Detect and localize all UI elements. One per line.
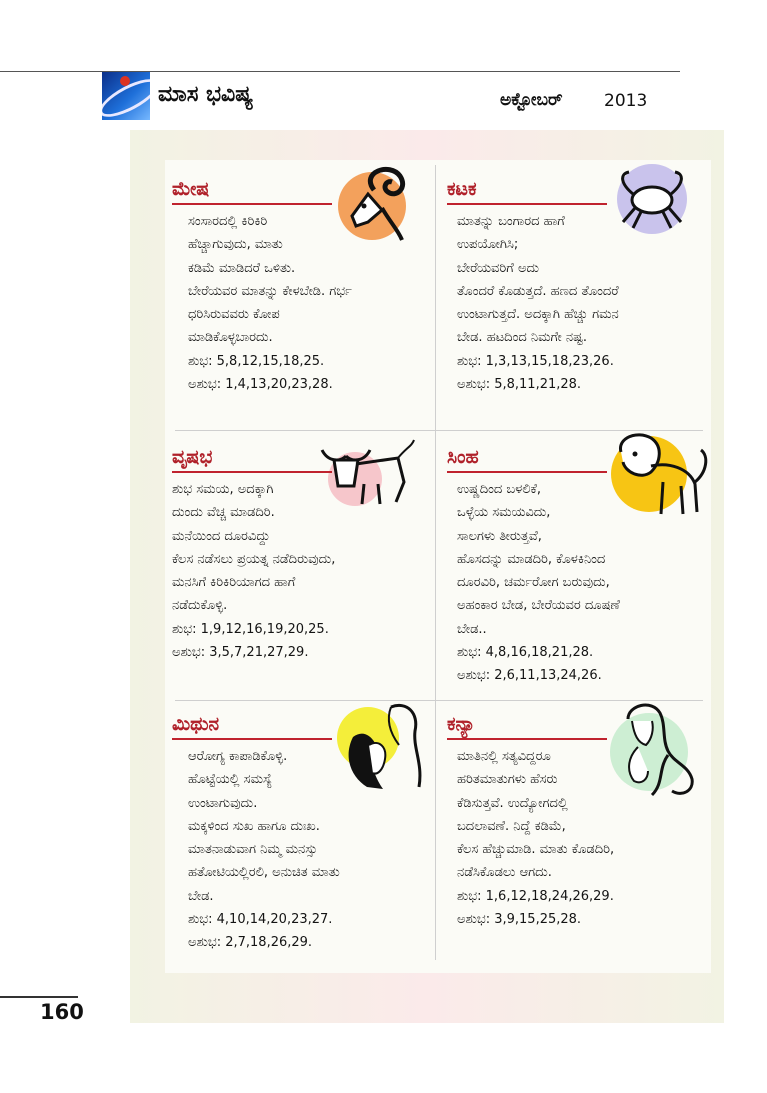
sign-text [457, 210, 619, 396]
inauspicious-days: ಅಶುಭ: 1,4,13,20,23,28. [188, 377, 333, 393]
logo-icon [102, 72, 150, 120]
bull-icon [328, 452, 382, 506]
auspicious-days: ಶುಭ: 1,9,12,16,19,20,25. [172, 621, 329, 637]
text-line: ಮಾತನ್ನು ಬಂಗಾರದ ಹಾಗೆ [457, 214, 565, 229]
sign-title: ಸಿಂಹ [447, 446, 479, 468]
sign-title: ಮೇಷ [172, 178, 210, 200]
twins-icon [337, 707, 399, 769]
page-number: 160 [40, 1000, 84, 1024]
sign-title: ಕನ್ಯಾ [447, 713, 476, 735]
text-line: ಹೊಟ್ಟೆಯಲ್ಲಿ ಸಮಸ್ಯೆ [188, 772, 273, 788]
inauspicious-days: ಅಶುಭ: 5,8,11,21,28. [457, 377, 582, 393]
inauspicious-days: ಅಶುಭ: 3,9,15,25,28. [457, 912, 582, 928]
text-line: ಸಾಲಗಳು ತೀರುತ್ತವೆ, [457, 528, 542, 544]
sign-text [188, 745, 340, 955]
logo-planet [120, 76, 130, 86]
sign-text [172, 478, 335, 664]
title-underline [447, 471, 607, 473]
text-line: ಹತೋಟಿಯಲ್ಲಿರಲಿ, ಅನುಚಿತ ಮಾತು [188, 865, 340, 881]
title-underline [172, 471, 332, 473]
text-line: ಮನಸಿಗೆ ಕಿರಿಕಿರಿಯಾಗದ ಹಾಗೆ [172, 575, 296, 591]
text-line: ಹೊಸದನ್ನು ಮಾಡದಿರಿ, ಕೊಳಕಿನಿಂದ [457, 551, 606, 567]
text-line: ಧರಿಸಿರುವವರು ಕೋಪ [188, 307, 280, 323]
maiden-icon [610, 713, 688, 791]
text-line: ನಡೆದುಕೊಳ್ಳಿ. [172, 598, 228, 614]
text-line: ಹರಿತಮಾತುಗಳು ಹೆಸರು [457, 772, 558, 788]
text-line: ತೊಂದರೆ ಕೊಡುತ್ತದೆ. ಹಣದ ತೊಂದರೆ [457, 283, 619, 299]
text-line: ದುಂದು ವೆಚ್ಚ ಮಾಡದಿರಿ. [172, 505, 275, 521]
sign-text [188, 210, 352, 396]
text-line: ಉಂಟಾಗುವುದು. [188, 795, 258, 811]
text-line: ಕೆಲಸ ಹೆಚ್ಚುಮಾಡಿ. ಮಾತು ಕೊಡದಿರಿ, [457, 842, 615, 858]
title-underline [447, 203, 607, 205]
title-underline [172, 738, 332, 740]
sign-text [457, 478, 620, 688]
issue-year: 2013 [604, 91, 648, 111]
text-line: ಅಹಂಕಾರ ಬೇಡ, ಬೇರೆಯವರ ದೂಷಣೆ [457, 598, 620, 614]
text-line: ನಡೆಸಿಕೊಡಲು ಆಗದು. [457, 865, 552, 881]
sign-block-kataka [447, 178, 709, 418]
sign-block-vrishabha [172, 446, 434, 686]
text-line: ಕಡಿಮೆ ಮಾಡಿದರೆ ಒಳಿತು. [188, 260, 296, 276]
text-line: ಮಾಡಿಕೊಳ್ಳಬಾರದು. [188, 330, 273, 346]
text-line: ಮನೆಯಿಂದ ದೂರವಿದ್ದು [172, 528, 271, 544]
sign-block-kanya [447, 713, 709, 953]
sign-title: ಕಟಕ [447, 178, 477, 200]
text-line: ಮಾತಿನಲ್ಲಿ ಸತ್ಯವಿದ್ದರೂ [457, 749, 551, 764]
crab-icon [617, 164, 687, 234]
text-line: ಬೇಡ. ಹಟದಿಂದ ನಿಮಗೇ ನಷ್ಟ. [457, 330, 588, 346]
text-line: ಕೆಡಿಸುತ್ತವೆ. ಉದ್ಯೋಗದಲ್ಲಿ [457, 795, 568, 811]
text-line: ದೂರವಿರಿ, ಚರ್ಮರೋಗ ಬರುವುದು, [457, 575, 610, 591]
issue-month: ಅಕ್ಟೋಬರ್ [500, 90, 563, 110]
text-line: ಮಕ್ಕಳಿಂದ ಸುಖ ಹಾಗೂ ದುಃಖ. [188, 818, 320, 834]
text-line: ಉಂಟಾಗುತ್ತದೆ. ಅದಕ್ಕಾಗಿ ಹೆಚ್ಚು ಗಮನ [457, 307, 619, 323]
title-underline [447, 738, 607, 740]
column-divider [435, 165, 436, 960]
page-number-rule [0, 996, 78, 998]
text-line: ಬದಲಾವಣೆ. ನಿದ್ದೆ ಕಡಿಮೆ, [457, 818, 566, 834]
text-line: ಬೇಡ. [188, 888, 214, 904]
sign-text [457, 745, 614, 931]
text-line: ಬೇರೆಯವರಿಗೆ ಅದು [457, 260, 540, 276]
text-line: ಹೆಚ್ಚಾಗುವುದು, ಮಾತು [188, 237, 283, 253]
text-line: ಕೆಲಸ ನಡೆಸಲು ಪ್ರಯತ್ನ ನಡೆದಿರುವುದು, [172, 551, 336, 567]
sign-block-mesha [172, 178, 434, 418]
sign-block-simha [447, 446, 709, 686]
text-line: ಬೇರೆಯವರ ಮಾತನ್ನು ಕೇಳಬೇಡಿ. ಗರ್ಭ [188, 283, 352, 299]
text-line: ಬೇಡ.. [457, 621, 487, 637]
section-title: ಮಾಸ ಭವಿಷ್ಯ [158, 82, 254, 107]
text-line: ಉಷ್ಣದಿಂದ ಬಳಲಿಕೆ, [457, 482, 542, 497]
lion-icon [611, 436, 687, 512]
sign-title: ವೃಷಭ [172, 446, 213, 468]
text-line: ಸಂಸಾರದಲ್ಲಿ ಕಿರಿಕಿರಿ [188, 214, 268, 229]
sign-block-mithuna [172, 713, 434, 953]
inauspicious-days: ಅಶುಭ: 3,5,7,21,27,29. [172, 645, 309, 661]
inauspicious-days: ಅಶುಭ: 2,7,18,26,29. [188, 935, 313, 951]
auspicious-days: ಶುಭ: 1,6,12,18,24,26,29. [457, 888, 614, 904]
text-line: ಶುಭ ಸಮಯ, ಅದಕ್ಕಾಗಿ [172, 482, 274, 497]
text-line: ಮಾತನಾಡುವಾಗ ನಿಮ್ಮ ಮನಸ್ಸು [188, 842, 318, 858]
title-underline [172, 203, 332, 205]
auspicious-days: ಶುಭ: 5,8,12,15,18,25. [188, 353, 325, 369]
inauspicious-days: ಅಶುಭ: 2,6,11,13,24,26. [457, 668, 602, 684]
text-line: ಉಪಯೋಗಿಸಿ; [457, 237, 519, 253]
sign-title: ಮಿಥುನ [172, 713, 220, 735]
auspicious-days: ಶುಭ: 1,3,13,15,18,23,26. [457, 353, 614, 369]
auspicious-days: ಶುಭ: 4,10,14,20,23,27. [188, 912, 333, 928]
text-line: ಆರೋಗ್ಯ ಕಾಪಾಡಿಕೊಳ್ಳಿ. [188, 749, 288, 764]
text-line: ಒಳ್ಳೆಯ ಸಮಯವಿದು, [457, 505, 551, 521]
auspicious-days: ಶುಭ: 4,8,16,18,21,28. [457, 645, 594, 661]
row-divider [175, 430, 703, 431]
